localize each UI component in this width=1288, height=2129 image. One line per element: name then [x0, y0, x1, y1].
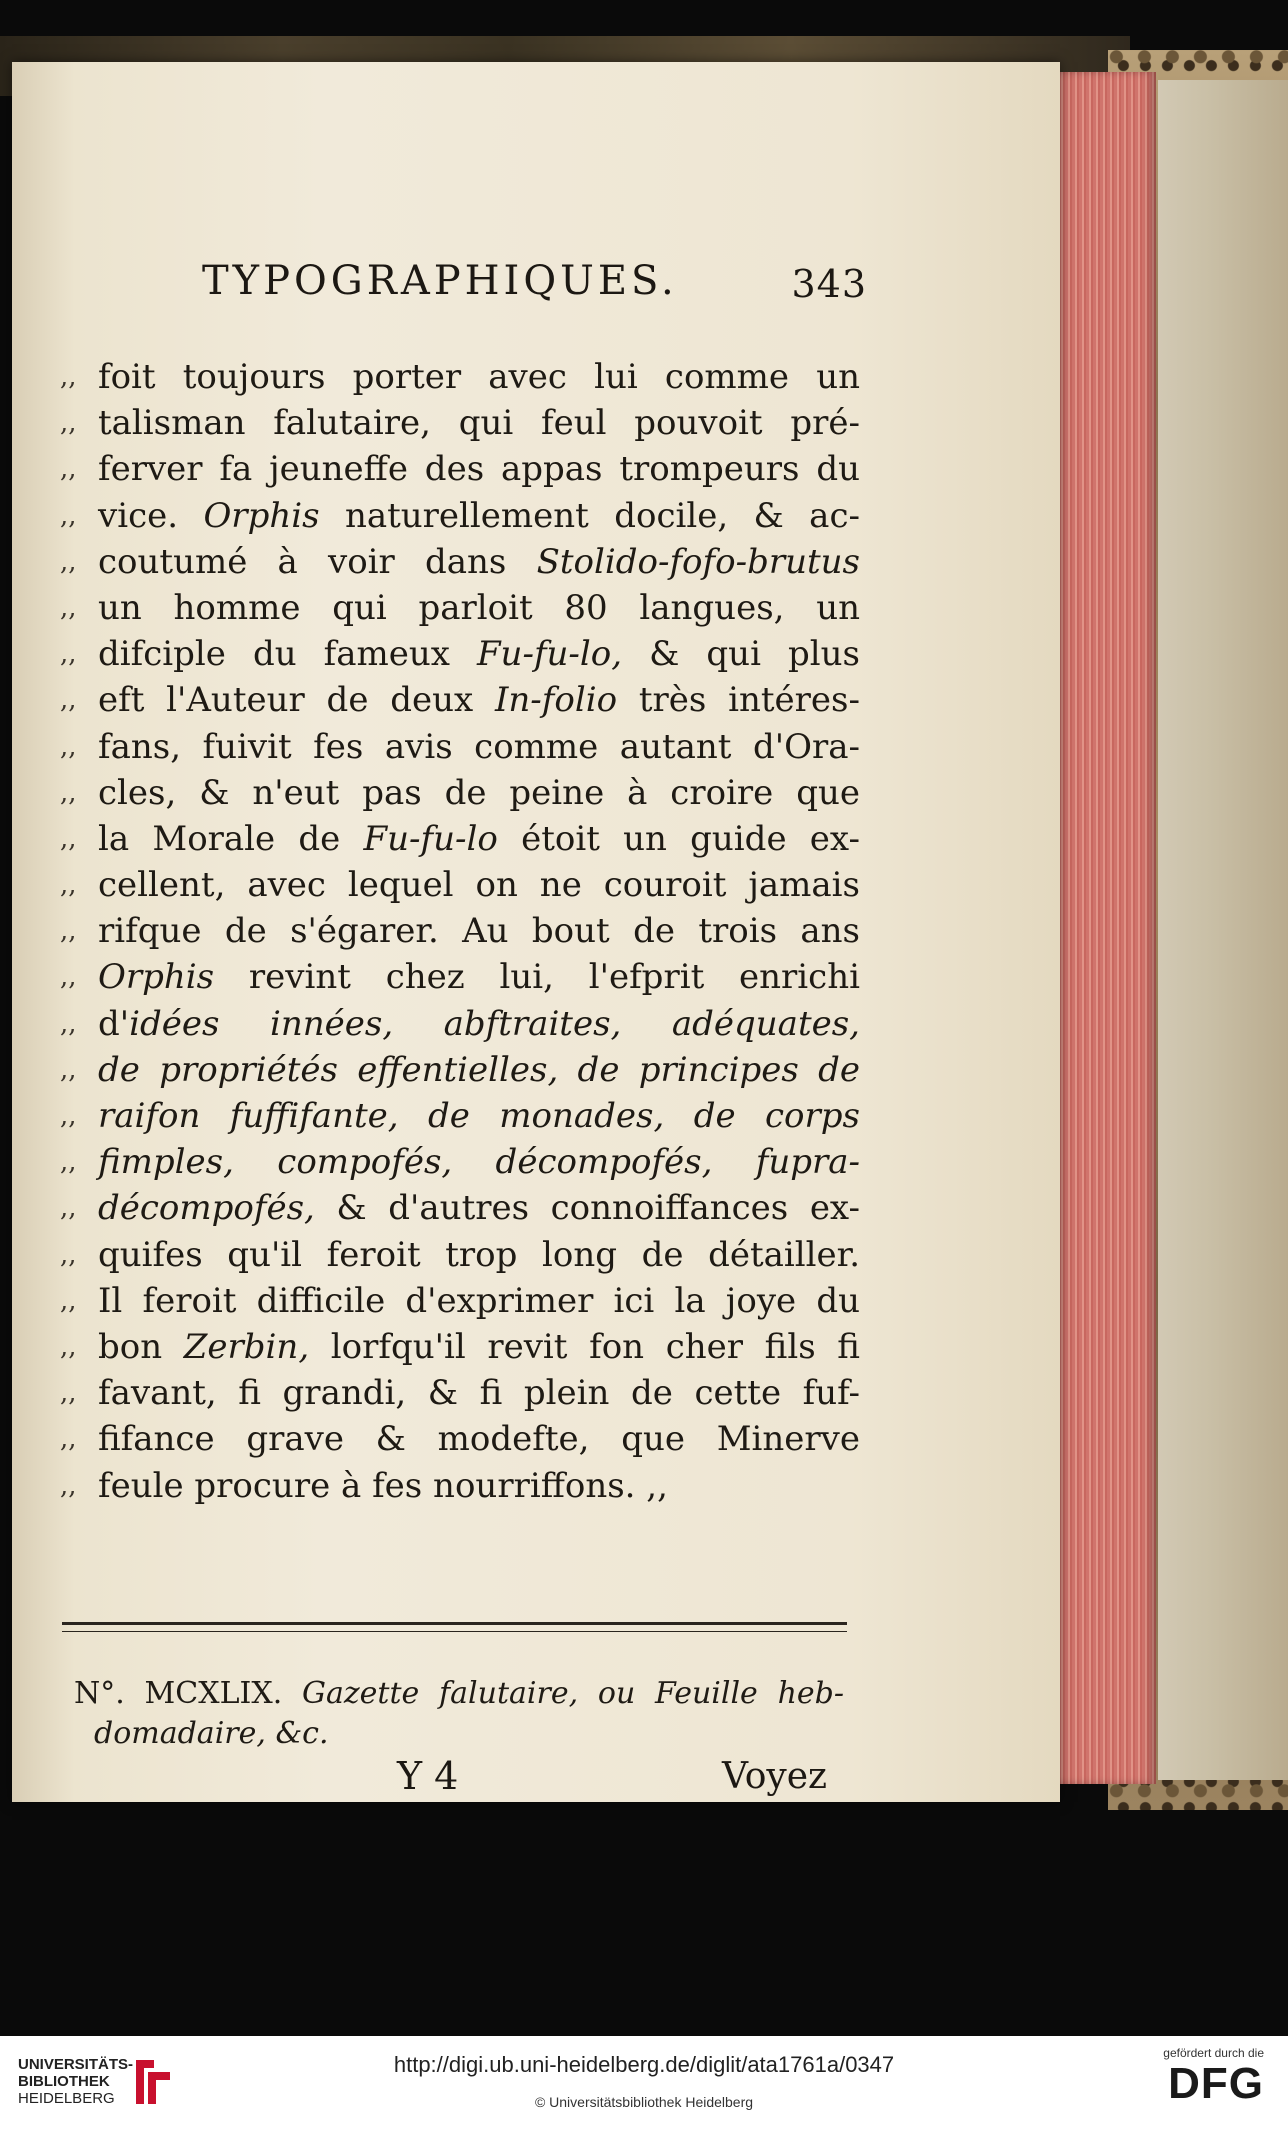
text-segment: difciple du fameux: [98, 634, 477, 675]
italic-segment: de propriétés effentielles, de principes de: [98, 1049, 860, 1090]
text-segment: cellent, avec lequel on ne couroit jamais: [98, 865, 860, 906]
line-text: [98, 539, 860, 585]
text-segment: feule procure à fes nourriffons. ,,: [98, 1465, 668, 1506]
library-name: UNIVERSITÄTS- BIBLIOTHEK HEIDELBERG: [18, 2056, 134, 2107]
footnote-number: N°. MCXLIX.: [74, 1676, 283, 1711]
text-line: [60, 724, 860, 770]
text-line: [60, 446, 860, 492]
text-line: [60, 1047, 860, 1093]
text-line: [60, 1463, 860, 1509]
line-text: [98, 493, 860, 539]
text-line: [60, 1001, 860, 1047]
quote-mark: ,,: [60, 1424, 77, 1455]
italic-segment: In-folio: [494, 680, 618, 721]
text-segment: d': [98, 1003, 130, 1044]
quote-mark: ,,: [60, 962, 77, 993]
quote-mark: ,,: [60, 1008, 77, 1039]
line-text: [98, 354, 860, 400]
quote-mark: ,,: [60, 1101, 77, 1131]
line-text: [98, 1463, 860, 1509]
text-segment: Il feroit difficile d'exprimer ici la joye du: [98, 1280, 860, 1321]
book-cover-board: [1158, 80, 1288, 1780]
text-line: [60, 631, 860, 677]
quote-mark: ,,: [60, 1054, 77, 1085]
line-text: [98, 446, 860, 492]
text-line: [60, 1278, 860, 1324]
italic-segment: décompofés,: [98, 1188, 315, 1229]
line-text: [98, 862, 860, 908]
text-segment: coutumé à voir dans: [98, 541, 537, 582]
permalink-url[interactable]: http://digi.ub.uni-heidelberg.de/diglit/ata1761a/0347: [393, 2052, 895, 2077]
line-text: [98, 1370, 860, 1416]
footnote-line-2: [74, 1714, 844, 1754]
quote-mark: ,,: [60, 685, 77, 716]
quote-mark: ,,: [60, 454, 77, 485]
running-title: TYPOGRAPHIQUES.: [202, 258, 678, 304]
italic-segment: Orphis: [98, 957, 215, 998]
line-text: [98, 1093, 860, 1139]
quote-mark: ,,: [60, 916, 77, 947]
footnote-title-2: domadaire, &c.: [94, 1716, 329, 1751]
text-segment: revint chez lui, l'efprit enrichi: [214, 957, 860, 998]
text-line: [60, 539, 860, 585]
quote-mark: ,,: [60, 777, 77, 808]
footnote: [74, 1674, 844, 1754]
book-page: [12, 62, 1060, 1802]
text-line: [60, 1232, 860, 1278]
line-text: [98, 1001, 860, 1047]
line-text: [98, 908, 860, 954]
italic-segment: Fu-fu-lo,: [476, 634, 623, 675]
line-text: [98, 1185, 860, 1231]
text-segment: vice.: [98, 495, 204, 536]
text-line: [60, 1093, 860, 1139]
text-segment: & d'autres connoiffances ex-: [314, 1188, 860, 1229]
page-header: [202, 258, 867, 318]
quote-mark: ,,: [60, 1147, 77, 1178]
text-segment: foit toujours porter avec lui comme un: [98, 357, 860, 397]
quote-mark: ,,: [60, 546, 77, 577]
text-line: [60, 1416, 860, 1462]
copyright-notice: © Universitätsbibliothek Heidelberg: [534, 2094, 754, 2110]
catchword: Voyez: [722, 1756, 827, 1797]
italic-segment: idées innées, abftraites, adéquates,: [129, 1003, 860, 1044]
text-segment: talisman falutaire, qui feul pouvoit pré-: [98, 403, 860, 444]
italic-segment: fimples, compofés, décompofés, fupra-: [98, 1142, 860, 1183]
text-segment: bon: [98, 1326, 184, 1367]
line-text: [98, 1278, 860, 1324]
quote-mark: ,,: [60, 500, 77, 531]
text-line: [60, 1139, 860, 1185]
text-segment: cles, & n'eut pas de peine à croire que: [98, 772, 860, 813]
text-segment: très intéres-: [617, 680, 860, 721]
quote-mark: ,,: [60, 870, 77, 901]
quote-mark: ,,: [60, 1331, 77, 1362]
text-segment: & qui plus: [622, 634, 860, 675]
line-text: [98, 585, 860, 631]
text-line: [60, 677, 860, 723]
text-line: [60, 770, 860, 816]
text-segment: naturellement docile, & ac-: [319, 495, 860, 536]
text-segment: fans, fuivit fes avis comme autant d'Ora-: [98, 726, 860, 767]
text-segment: étoit un guide ex-: [497, 818, 860, 859]
text-line: [60, 908, 860, 954]
text-line: [60, 354, 860, 400]
text-segment: fifance grave & modefte, que Minerve: [98, 1419, 860, 1460]
line-text: [98, 724, 860, 770]
text-line: [60, 1370, 860, 1416]
text-segment: lorfqu'il revit fon cher fils fi: [309, 1326, 860, 1367]
text-segment: quifes qu'il feroit trop long de détailler.: [98, 1234, 860, 1275]
footnote-line-1: [74, 1674, 844, 1714]
text-line: [60, 585, 860, 631]
quote-mark: ,,: [60, 362, 77, 392]
text-segment: rifque de s'égarer. Au bout de trois ans: [98, 911, 860, 952]
line-text: [98, 631, 860, 677]
quote-mark: ,,: [60, 1239, 77, 1270]
quote-mark: ,,: [60, 823, 77, 854]
quote-mark: ,,: [60, 408, 77, 439]
text-segment: ferver fa jeuneffe des appas trompeurs du: [98, 449, 860, 490]
line-text: [98, 400, 860, 446]
dfg-logo: DFG: [1168, 2059, 1264, 2108]
text-segment: la Morale de: [98, 818, 364, 859]
line-text: [98, 1047, 860, 1093]
quote-mark: ,,: [60, 1378, 77, 1409]
text-line: [60, 954, 860, 1000]
quote-mark: ,,: [60, 592, 77, 623]
viewer-footer: [0, 2036, 1288, 2129]
quote-mark: ,,: [60, 1285, 77, 1316]
footnote-rule-thin: [62, 1631, 847, 1632]
line-text: [98, 954, 860, 1000]
italic-segment: Orphis: [203, 495, 320, 536]
line-text: [98, 1232, 860, 1278]
text-line: [60, 862, 860, 908]
funding-label: gefördert durch die: [1163, 2046, 1264, 2060]
funding-credit[interactable]: [1163, 2046, 1264, 2108]
quote-mark: ,,: [60, 639, 77, 670]
line-text: [98, 770, 860, 816]
line-text: [98, 1416, 860, 1462]
text-segment: eft l'Auteur de deux: [98, 680, 495, 721]
italic-segment: Stolido-fofo-brutus: [536, 541, 860, 582]
text-line: [60, 400, 860, 446]
text-line: [60, 493, 860, 539]
text-segment: favant, fi grandi, & fi plein de cette fuf-: [98, 1373, 860, 1414]
line-text: [98, 1324, 860, 1370]
page-number: 343: [791, 262, 867, 306]
quote-mark: ,,: [60, 1470, 77, 1501]
text-line: [60, 1324, 860, 1370]
text-line: [60, 816, 860, 862]
quote-mark: ,,: [60, 731, 77, 762]
line-text: [98, 816, 860, 862]
line-text: [98, 1139, 860, 1185]
line-text: [98, 677, 860, 723]
body-text: [60, 354, 860, 1509]
text-segment: un homme qui parloit 80 langues, un: [98, 587, 860, 628]
italic-segment: raifon fuffifante, de monades, de corps: [98, 1096, 860, 1136]
italic-segment: Fu-fu-lo: [363, 818, 498, 859]
italic-segment: Zerbin,: [183, 1326, 310, 1367]
page-edge-red: [1058, 72, 1156, 1784]
text-line: [60, 1185, 860, 1231]
signature-mark: Y 4: [397, 1754, 459, 1798]
footnote-rule-thick: [62, 1622, 847, 1625]
footnote-title-1: Gazette falutaire, ou Feuille heb-: [302, 1676, 844, 1711]
quote-mark: ,,: [60, 1193, 77, 1224]
